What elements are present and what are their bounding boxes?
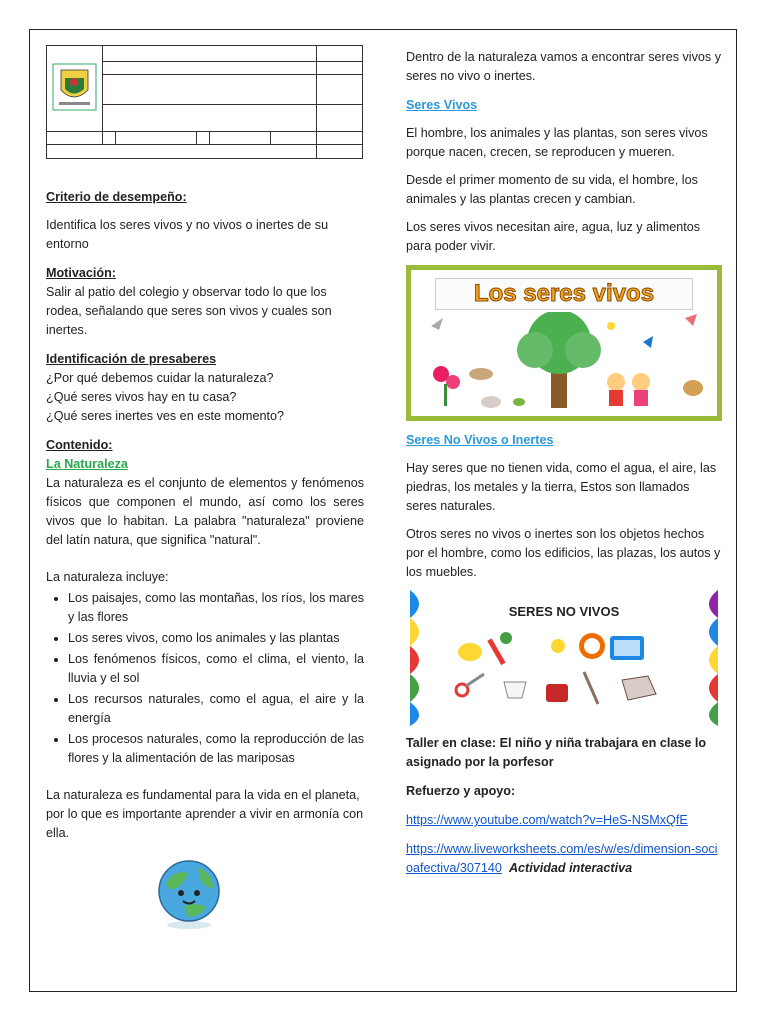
criterio-title: Criterio de desempeño: <box>46 190 187 204</box>
school-logo <box>47 46 103 132</box>
taller-text: Taller en clase: El niño y niña trabajara en clase lo asignado por la porfesor <box>406 736 707 769</box>
presaberes-title: Identificación de presaberes <box>46 352 217 366</box>
list-item: • Los recursos naturales, como el agua, el aire y la energía <box>68 690 364 728</box>
crest-icon <box>47 56 102 116</box>
motivacion-text: Salir al patio del colegio y observar todo lo que los rodea, señalando que seres son vivos y cuales son inertes. <box>46 285 332 337</box>
intro-text: Dentro de la naturaleza vamos a encontrar seres vivos y seres no vivo o inertes. <box>406 50 721 83</box>
novivos-p2: Otros seres no vivos o inertes son los objetos hechos por el hombre, como los edificios, las plazas, los autos y los muebles. <box>406 527 721 579</box>
closing-text: La naturaleza es fundamental para la vida en el planeta, por lo que es importante aprender a vivir en armonía con ella. <box>46 788 364 840</box>
list-item: • Los procesos naturales, como la reproducción de las flores y la alimentación de las mariposas <box>68 730 364 768</box>
liveworksheets-link[interactable]: https://www.liveworksheets.com/es/w/es/dimension-socioafectiva/307140 <box>406 842 718 875</box>
vivos-p2: Desde el primer momento de su vida, el hombre, los animales y las plantas crecen y cambian. <box>406 173 698 206</box>
list-item: • Los fenómenos físicos, como el clima, el viento, la lluvia y el sol <box>68 650 364 688</box>
vivos-p1: El hombre, los animales y las plantas, son seres vivos porque nacen, crecen, se reproducen y mueren. <box>406 126 708 159</box>
living-beings-illustration <box>411 312 717 412</box>
seres-no-vivos-title: Seres No Vivos o Inertes <box>406 433 554 447</box>
list-item: • Los paisajes, como las montañas, los ríos, los mares y las flores <box>68 589 364 627</box>
novivos-p1: Hay seres que no tienen vida, como el agua, el aire, las piedras, los metales y la tierra, Estos son llamados seres naturales. <box>406 461 717 513</box>
actividad-label: Actividad interactiva <box>508 861 633 875</box>
refuerzo-title: Refuerzo y apoyo: <box>406 784 516 798</box>
seres-vivos-title: Seres Vivos <box>406 98 478 112</box>
contenido-title: Contenido: <box>46 438 113 452</box>
youtube-link-wrap <box>406 811 722 830</box>
presaberes-q3: ¿Qué seres inertes ves en este momento? <box>46 409 284 423</box>
seres-no-vivos-image <box>406 590 722 726</box>
naturaleza-title: La Naturaleza <box>46 457 128 471</box>
objects-illustration <box>450 628 680 718</box>
image-title: Los seres vivos <box>435 278 693 310</box>
incluye-list <box>46 589 364 768</box>
presaberes-q2: ¿Qué seres vivos hay en tu casa? <box>46 390 237 404</box>
header-form <box>46 45 363 159</box>
liveworksheets-wrap <box>406 840 722 878</box>
presaberes-q1: ¿Por qué debemos cuidar la naturaleza? <box>46 371 274 385</box>
criterio-text: Identifica los seres vivos y no vivos o inertes de su entorno <box>46 218 329 251</box>
motivacion-title: Motivación: <box>46 266 116 280</box>
earth-icon <box>154 855 224 931</box>
image-title: SERES NO VIVOS <box>508 604 620 619</box>
list-item: • Los seres vivos, como los animales y las plantas <box>68 629 364 648</box>
incluye-title: La naturaleza incluye: <box>46 570 169 584</box>
vivos-p3: Los seres vivos necesitan aire, agua, luz y alimentos para poder vivir. <box>406 220 701 253</box>
seres-vivos-image <box>406 265 722 421</box>
earth-illustration <box>154 855 364 937</box>
right-column <box>406 40 722 878</box>
left-column <box>46 188 364 937</box>
naturaleza-text: La naturaleza es el conjunto de elementos y fenómenos físicos que componen el mundo, así como los seres vivos que lo habitan. La palabra "naturaleza" proviene del latín natura, que significa "natural". <box>46 476 364 547</box>
youtube-link[interactable]: https://www.youtube.com/watch?v=HeS-NSMxQfE <box>406 813 688 827</box>
